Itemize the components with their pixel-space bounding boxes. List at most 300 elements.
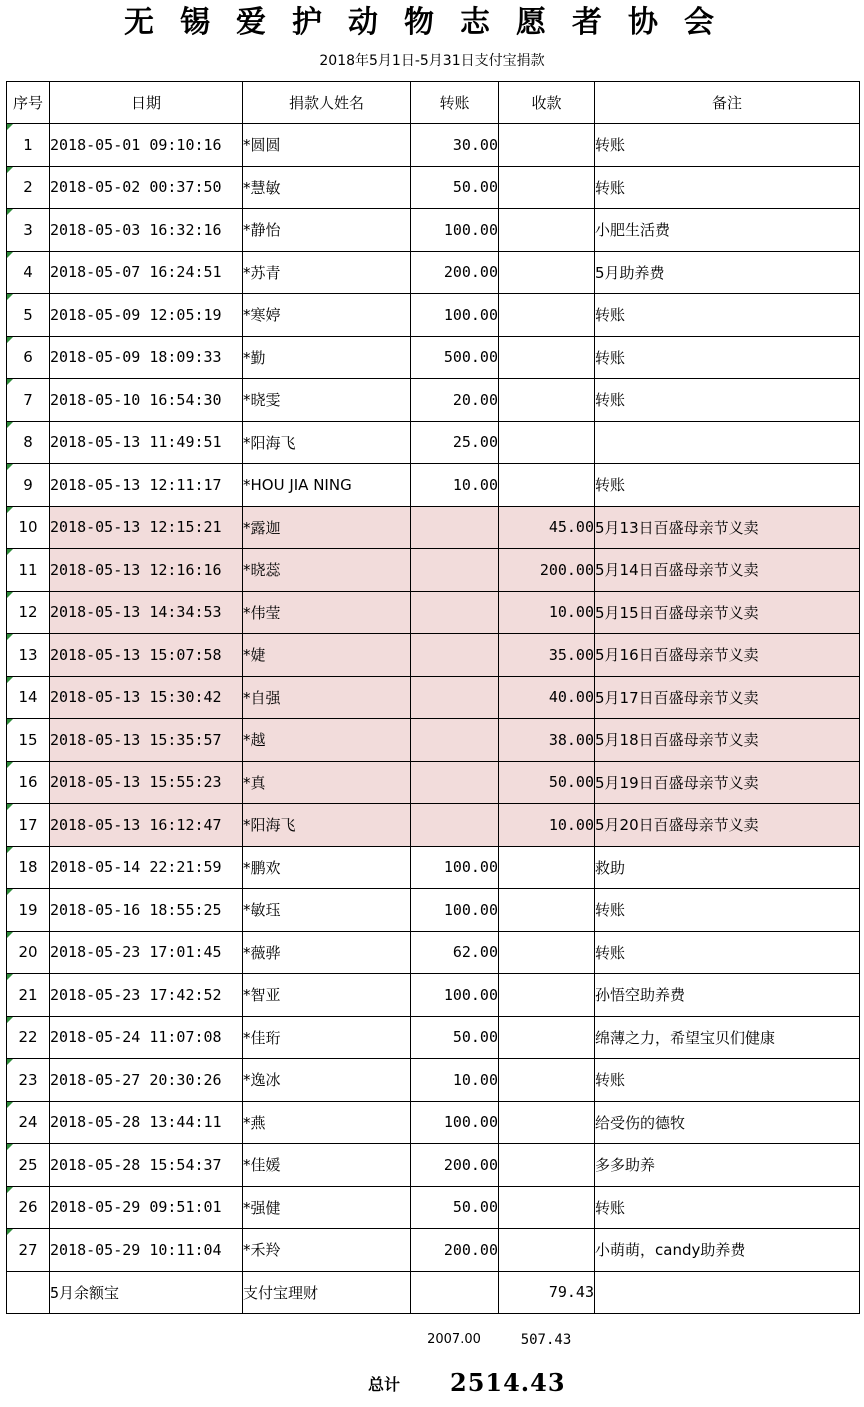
row-date-text: 2018-05-28 13:44:11 — [50, 1113, 222, 1132]
row-index — [7, 166, 50, 209]
row-donor-name — [243, 294, 411, 337]
row-date — [50, 1016, 243, 1059]
row-index — [7, 591, 50, 634]
table-row — [7, 336, 860, 379]
row-date-text: 2018-05-13 16:12:47 — [50, 815, 222, 834]
cell-marker-icon — [7, 1144, 13, 1150]
row-receipt — [499, 1101, 595, 1144]
table-header-row — [7, 82, 860, 124]
row-date-text: 2018-05-28 15:54:37 — [50, 1155, 222, 1174]
row-note — [595, 209, 860, 252]
table-row — [7, 761, 860, 804]
row-index-text: 11 — [18, 560, 38, 579]
row-date — [50, 1186, 243, 1229]
row-index — [7, 889, 50, 932]
row-donor-name — [243, 549, 411, 592]
row-donor-name-text: *伟莹 — [243, 603, 281, 622]
row-index-text: 9 — [23, 475, 33, 494]
row-receipt — [499, 1229, 595, 1272]
row-index-text: 14 — [18, 688, 38, 707]
row-transfer — [411, 1186, 499, 1229]
row-index-text: 18 — [18, 858, 38, 877]
row-note — [595, 804, 860, 847]
row-donor-name-text: *苏青 — [243, 263, 281, 282]
row-index-text: 13 — [18, 645, 38, 664]
row-donor-name — [243, 124, 411, 167]
row-date — [50, 379, 243, 422]
row-receipt — [499, 761, 595, 804]
row-transfer-text: 100.00 — [443, 900, 498, 919]
row-transfer-text: 100.00 — [443, 858, 498, 877]
table-row — [7, 1229, 860, 1272]
row-date-text: 2018-05-13 14:34:53 — [50, 603, 222, 622]
header-donor-name: 捐款人姓名 — [243, 82, 411, 124]
cell-marker-icon — [7, 889, 13, 895]
row-note-text: 转账 — [595, 943, 626, 962]
row-donor-name — [243, 166, 411, 209]
cell-marker-icon — [7, 804, 13, 810]
row-note-text: 救助 — [595, 858, 626, 877]
row-receipt — [499, 719, 595, 762]
row-transfer — [411, 591, 499, 634]
row-note — [595, 889, 860, 932]
cell-marker-icon — [7, 124, 13, 130]
table-row — [7, 421, 860, 464]
row-receipt — [499, 591, 595, 634]
table-row — [7, 931, 860, 974]
row-date — [50, 124, 243, 167]
row-donor-name — [243, 1101, 411, 1144]
row-index-text: 21 — [18, 985, 38, 1004]
row-note-text: 转账 — [595, 391, 626, 410]
row-date-text: 5月余额宝 — [50, 1283, 120, 1302]
row-transfer — [411, 931, 499, 974]
row-transfer-text: 100.00 — [443, 220, 498, 239]
header-transfer: 转账 — [411, 82, 499, 124]
row-transfer — [411, 719, 499, 762]
row-index — [7, 974, 50, 1017]
row-date — [50, 1101, 243, 1144]
table-row — [7, 591, 860, 634]
row-donor-name-text: *敏珏 — [243, 901, 281, 920]
row-donor-name — [243, 1271, 411, 1314]
row-donor-name-text: *强健 — [243, 1198, 281, 1217]
row-note-text: 转账 — [595, 476, 626, 495]
row-date — [50, 549, 243, 592]
row-donor-name-text: 支付宝理财 — [243, 1283, 319, 1302]
row-note — [595, 464, 860, 507]
table-row — [7, 889, 860, 932]
row-date-text: 2018-05-29 09:51:01 — [50, 1198, 222, 1217]
row-transfer — [411, 1144, 499, 1187]
row-index-text: 26 — [18, 1198, 38, 1217]
cell-marker-icon — [7, 932, 13, 938]
row-note — [595, 931, 860, 974]
row-receipt-text: 79.43 — [548, 1283, 594, 1302]
row-index — [7, 719, 50, 762]
row-date — [50, 591, 243, 634]
table-row — [7, 124, 860, 167]
row-date-text: 2018-05-13 11:49:51 — [50, 433, 222, 452]
cell-marker-icon — [7, 252, 13, 258]
table-row — [7, 1144, 860, 1187]
row-date — [50, 676, 243, 719]
row-donor-name-text: *真 — [243, 773, 266, 792]
row-index — [7, 1101, 50, 1144]
row-index-text: 22 — [18, 1028, 38, 1047]
row-index-text: 15 — [18, 730, 38, 749]
row-note-text: 5月助养费 — [595, 263, 665, 282]
row-note — [595, 379, 860, 422]
row-receipt — [499, 549, 595, 592]
row-transfer-text: 30.00 — [452, 135, 498, 154]
row-note-text: 5月13日百盛母亲节义卖 — [595, 518, 759, 537]
row-transfer-text: 50.00 — [452, 1198, 498, 1217]
row-index-text: 19 — [18, 900, 38, 919]
row-donor-name-text: *露迦 — [243, 518, 281, 537]
row-receipt-text: 10.00 — [548, 815, 594, 834]
row-note — [595, 294, 860, 337]
table-row — [7, 676, 860, 719]
row-date-text: 2018-05-03 16:32:16 — [50, 220, 222, 239]
row-date — [50, 421, 243, 464]
row-note-text: 5月15日百盛母亲节义卖 — [595, 603, 759, 622]
row-transfer — [411, 294, 499, 337]
row-receipt — [499, 336, 595, 379]
row-date — [50, 251, 243, 294]
row-index — [7, 1059, 50, 1102]
document-subtitle: 2018年5月1日-5月31日支付宝捐款 — [319, 53, 545, 69]
table-row — [7, 1016, 860, 1059]
row-donor-name — [243, 974, 411, 1017]
row-receipt — [499, 464, 595, 507]
row-index-text: 20 — [18, 943, 38, 962]
row-transfer-text: 100.00 — [443, 985, 498, 1004]
cell-marker-icon — [7, 167, 13, 173]
row-note-text: 转账 — [595, 306, 626, 325]
cell-marker-icon — [7, 1102, 13, 1108]
row-index-text: 2 — [23, 178, 33, 197]
row-donor-name-text: *晓雯 — [243, 391, 281, 410]
row-date — [50, 889, 243, 932]
cell-marker-icon — [7, 634, 13, 640]
row-note-text: 5月17日百盛母亲节义卖 — [595, 688, 759, 707]
row-index — [7, 931, 50, 974]
row-index — [7, 209, 50, 252]
row-note — [595, 336, 860, 379]
row-donor-name — [243, 1059, 411, 1102]
row-transfer-text: 20.00 — [452, 390, 498, 409]
transfer-sum: 2007.00 — [427, 1332, 481, 1347]
row-index — [7, 251, 50, 294]
row-note-text: 5月20日百盛母亲节义卖 — [595, 816, 759, 835]
row-donor-name — [243, 1186, 411, 1229]
row-date — [50, 931, 243, 974]
row-transfer — [411, 166, 499, 209]
cell-marker-icon — [7, 592, 13, 598]
table-row — [7, 1059, 860, 1102]
row-transfer — [411, 209, 499, 252]
row-transfer-text: 25.00 — [452, 433, 498, 452]
row-note-text: 5月16日百盛母亲节义卖 — [595, 646, 759, 665]
row-receipt — [499, 124, 595, 167]
table-row — [7, 804, 860, 847]
row-date-text: 2018-05-16 18:55:25 — [50, 900, 222, 919]
row-donor-name — [243, 209, 411, 252]
row-donor-name-text: *婕 — [243, 646, 266, 665]
row-note-text: 转账 — [595, 178, 626, 197]
row-receipt-text: 50.00 — [548, 773, 594, 792]
row-index — [7, 1271, 50, 1314]
row-date — [50, 294, 243, 337]
row-index — [7, 761, 50, 804]
row-receipt — [499, 1016, 595, 1059]
cell-marker-icon — [7, 847, 13, 853]
row-date — [50, 464, 243, 507]
row-index-text: 8 — [23, 433, 33, 452]
row-donor-name-text: *寒婷 — [243, 306, 281, 325]
row-donor-name — [243, 1229, 411, 1272]
row-donor-name — [243, 931, 411, 974]
row-donor-name-text: *晓蕊 — [243, 561, 281, 580]
row-receipt-text: 10.00 — [548, 603, 594, 622]
row-date — [50, 336, 243, 379]
row-date — [50, 804, 243, 847]
row-date — [50, 506, 243, 549]
row-note — [595, 974, 860, 1017]
table-body — [7, 124, 860, 1314]
row-note-text: 给受伤的德牧 — [595, 1113, 686, 1132]
row-note-text: 转账 — [595, 1071, 626, 1090]
row-note — [595, 421, 860, 464]
row-date-text: 2018-05-02 00:37:50 — [50, 178, 222, 197]
row-transfer — [411, 1059, 499, 1102]
table-row — [7, 379, 860, 422]
row-donor-name — [243, 464, 411, 507]
row-note — [595, 1101, 860, 1144]
cell-marker-icon — [7, 507, 13, 513]
row-note-text: 小肥生活费 — [595, 221, 671, 240]
row-note-text: 5月18日百盛母亲节义卖 — [595, 731, 759, 750]
row-index-text: 5 — [23, 305, 33, 324]
row-date — [50, 846, 243, 889]
cell-marker-icon — [7, 719, 13, 725]
row-note — [595, 1229, 860, 1272]
row-donor-name-text: *静怡 — [243, 221, 281, 240]
row-donor-name — [243, 379, 411, 422]
row-note — [595, 846, 860, 889]
row-note — [595, 251, 860, 294]
row-donor-name-text: *阳海飞 — [243, 433, 296, 452]
row-transfer — [411, 1229, 499, 1272]
row-index — [7, 846, 50, 889]
header-date: 日期 — [50, 82, 243, 124]
row-receipt-text: 38.00 — [548, 730, 594, 749]
row-note — [595, 634, 860, 677]
row-receipt — [499, 676, 595, 719]
row-transfer-text: 100.00 — [443, 305, 498, 324]
row-receipt — [499, 506, 595, 549]
cell-marker-icon — [7, 337, 13, 343]
row-transfer — [411, 1271, 499, 1314]
cell-marker-icon — [7, 549, 13, 555]
row-date — [50, 1229, 243, 1272]
table-row — [7, 634, 860, 677]
row-note-text: 转账 — [595, 348, 626, 367]
row-donor-name — [243, 676, 411, 719]
row-index-text: 27 — [18, 1240, 38, 1259]
row-date — [50, 761, 243, 804]
cell-marker-icon — [7, 677, 13, 683]
row-receipt — [499, 1059, 595, 1102]
table-row — [7, 1271, 860, 1314]
row-note-text: 多多助养 — [595, 1156, 656, 1175]
row-index-text: 12 — [18, 603, 38, 622]
row-donor-name — [243, 719, 411, 762]
row-receipt — [499, 421, 595, 464]
row-donor-name-text: *逸冰 — [243, 1071, 281, 1090]
row-donor-name-text: *鹏欢 — [243, 858, 281, 877]
row-index — [7, 549, 50, 592]
row-index — [7, 506, 50, 549]
row-date-text: 2018-05-27 20:30:26 — [50, 1070, 222, 1089]
row-index-text: 3 — [23, 220, 33, 239]
row-transfer — [411, 379, 499, 422]
row-receipt — [499, 251, 595, 294]
row-index — [7, 421, 50, 464]
row-date — [50, 209, 243, 252]
row-donor-name — [243, 1016, 411, 1059]
row-donor-name-text: *佳珩 — [243, 1028, 281, 1047]
row-transfer-text: 50.00 — [452, 178, 498, 197]
table-row — [7, 506, 860, 549]
header-note: 备注 — [595, 82, 860, 124]
row-donor-name — [243, 336, 411, 379]
row-note-text: 5月14日百盛母亲节义卖 — [595, 561, 759, 580]
row-transfer — [411, 251, 499, 294]
row-note — [595, 506, 860, 549]
row-date-text: 2018-05-07 16:24:51 — [50, 263, 222, 282]
row-donor-name — [243, 846, 411, 889]
row-transfer-text: 500.00 — [443, 348, 498, 367]
row-donor-name-text: *圆圆 — [243, 136, 281, 155]
row-index-text: 4 — [23, 263, 33, 282]
table-row — [7, 166, 860, 209]
document-title: 无锡爱护动物志愿者协会 — [124, 5, 740, 40]
row-index — [7, 804, 50, 847]
row-note — [595, 549, 860, 592]
row-date-text: 2018-05-13 12:15:21 — [50, 518, 222, 537]
row-donor-name-text: *越 — [243, 731, 266, 750]
row-date-text: 2018-05-13 15:07:58 — [50, 645, 222, 664]
row-date-text: 2018-05-01 09:10:16 — [50, 135, 222, 154]
row-receipt — [499, 846, 595, 889]
row-date-text: 2018-05-13 15:55:23 — [50, 773, 222, 792]
row-transfer — [411, 634, 499, 677]
row-transfer — [411, 804, 499, 847]
row-index — [7, 1186, 50, 1229]
table-row — [7, 1186, 860, 1229]
cell-marker-icon — [7, 379, 13, 385]
row-note-text: 转账 — [595, 901, 626, 920]
row-date — [50, 974, 243, 1017]
row-date-text: 2018-05-24 11:07:08 — [50, 1028, 222, 1047]
row-index — [7, 379, 50, 422]
row-note — [595, 719, 860, 762]
cell-marker-icon — [7, 294, 13, 300]
total-label: 总计 — [368, 1375, 401, 1394]
row-index — [7, 1144, 50, 1187]
total-value: 2514.43 — [450, 1368, 566, 1397]
row-donor-name-text: *HOU JIA NING — [243, 475, 352, 494]
row-index — [7, 124, 50, 167]
row-index — [7, 464, 50, 507]
row-date-text: 2018-05-09 18:09:33 — [50, 348, 222, 367]
row-donor-name-text: *慧敏 — [243, 178, 281, 197]
table-row — [7, 549, 860, 592]
row-receipt — [499, 974, 595, 1017]
cell-marker-icon — [7, 762, 13, 768]
row-transfer — [411, 421, 499, 464]
row-receipt — [499, 1186, 595, 1229]
row-transfer-text: 62.00 — [452, 943, 498, 962]
row-note — [595, 1271, 860, 1314]
row-note — [595, 761, 860, 804]
row-transfer — [411, 1016, 499, 1059]
row-receipt-text: 40.00 — [548, 688, 594, 707]
row-index — [7, 336, 50, 379]
table-row — [7, 846, 860, 889]
row-donor-name-text: *薇骅 — [243, 943, 281, 962]
row-receipt — [499, 294, 595, 337]
row-index-text: 1 — [23, 135, 33, 154]
row-transfer — [411, 464, 499, 507]
cell-marker-icon — [7, 1187, 13, 1193]
row-transfer-text: 10.00 — [452, 1070, 498, 1089]
row-receipt — [499, 804, 595, 847]
row-note-text: 绵薄之力，希望宝贝们健康 — [595, 1028, 776, 1047]
row-index-text: 23 — [18, 1070, 38, 1089]
table-row — [7, 719, 860, 762]
row-donor-name-text: *禾羚 — [243, 1241, 281, 1260]
row-date — [50, 1144, 243, 1187]
table-row — [7, 209, 860, 252]
header-receipt: 收款 — [499, 82, 595, 124]
row-index-text: 10 — [18, 518, 38, 537]
row-index — [7, 634, 50, 677]
row-receipt-text: 35.00 — [548, 645, 594, 664]
row-note — [595, 1016, 860, 1059]
row-donor-name — [243, 761, 411, 804]
row-date-text: 2018-05-23 17:42:52 — [50, 985, 222, 1004]
row-transfer-text: 100.00 — [443, 1113, 498, 1132]
row-date — [50, 1059, 243, 1102]
row-date-text: 2018-05-10 16:54:30 — [50, 390, 222, 409]
cell-marker-icon — [7, 1229, 13, 1235]
row-date-text: 2018-05-29 10:11:04 — [50, 1240, 222, 1259]
row-transfer-text: 200.00 — [443, 1155, 498, 1174]
row-receipt-text: 200.00 — [539, 560, 594, 579]
table-row — [7, 251, 860, 294]
row-donor-name-text: *燕 — [243, 1113, 266, 1132]
row-donor-name — [243, 1144, 411, 1187]
row-donor-name — [243, 889, 411, 932]
table-row — [7, 1101, 860, 1144]
row-receipt — [499, 166, 595, 209]
row-note-text: 5月19日百盛母亲节义卖 — [595, 773, 759, 792]
row-donor-name-text: *佳媛 — [243, 1156, 281, 1175]
row-receipt — [499, 1271, 595, 1314]
